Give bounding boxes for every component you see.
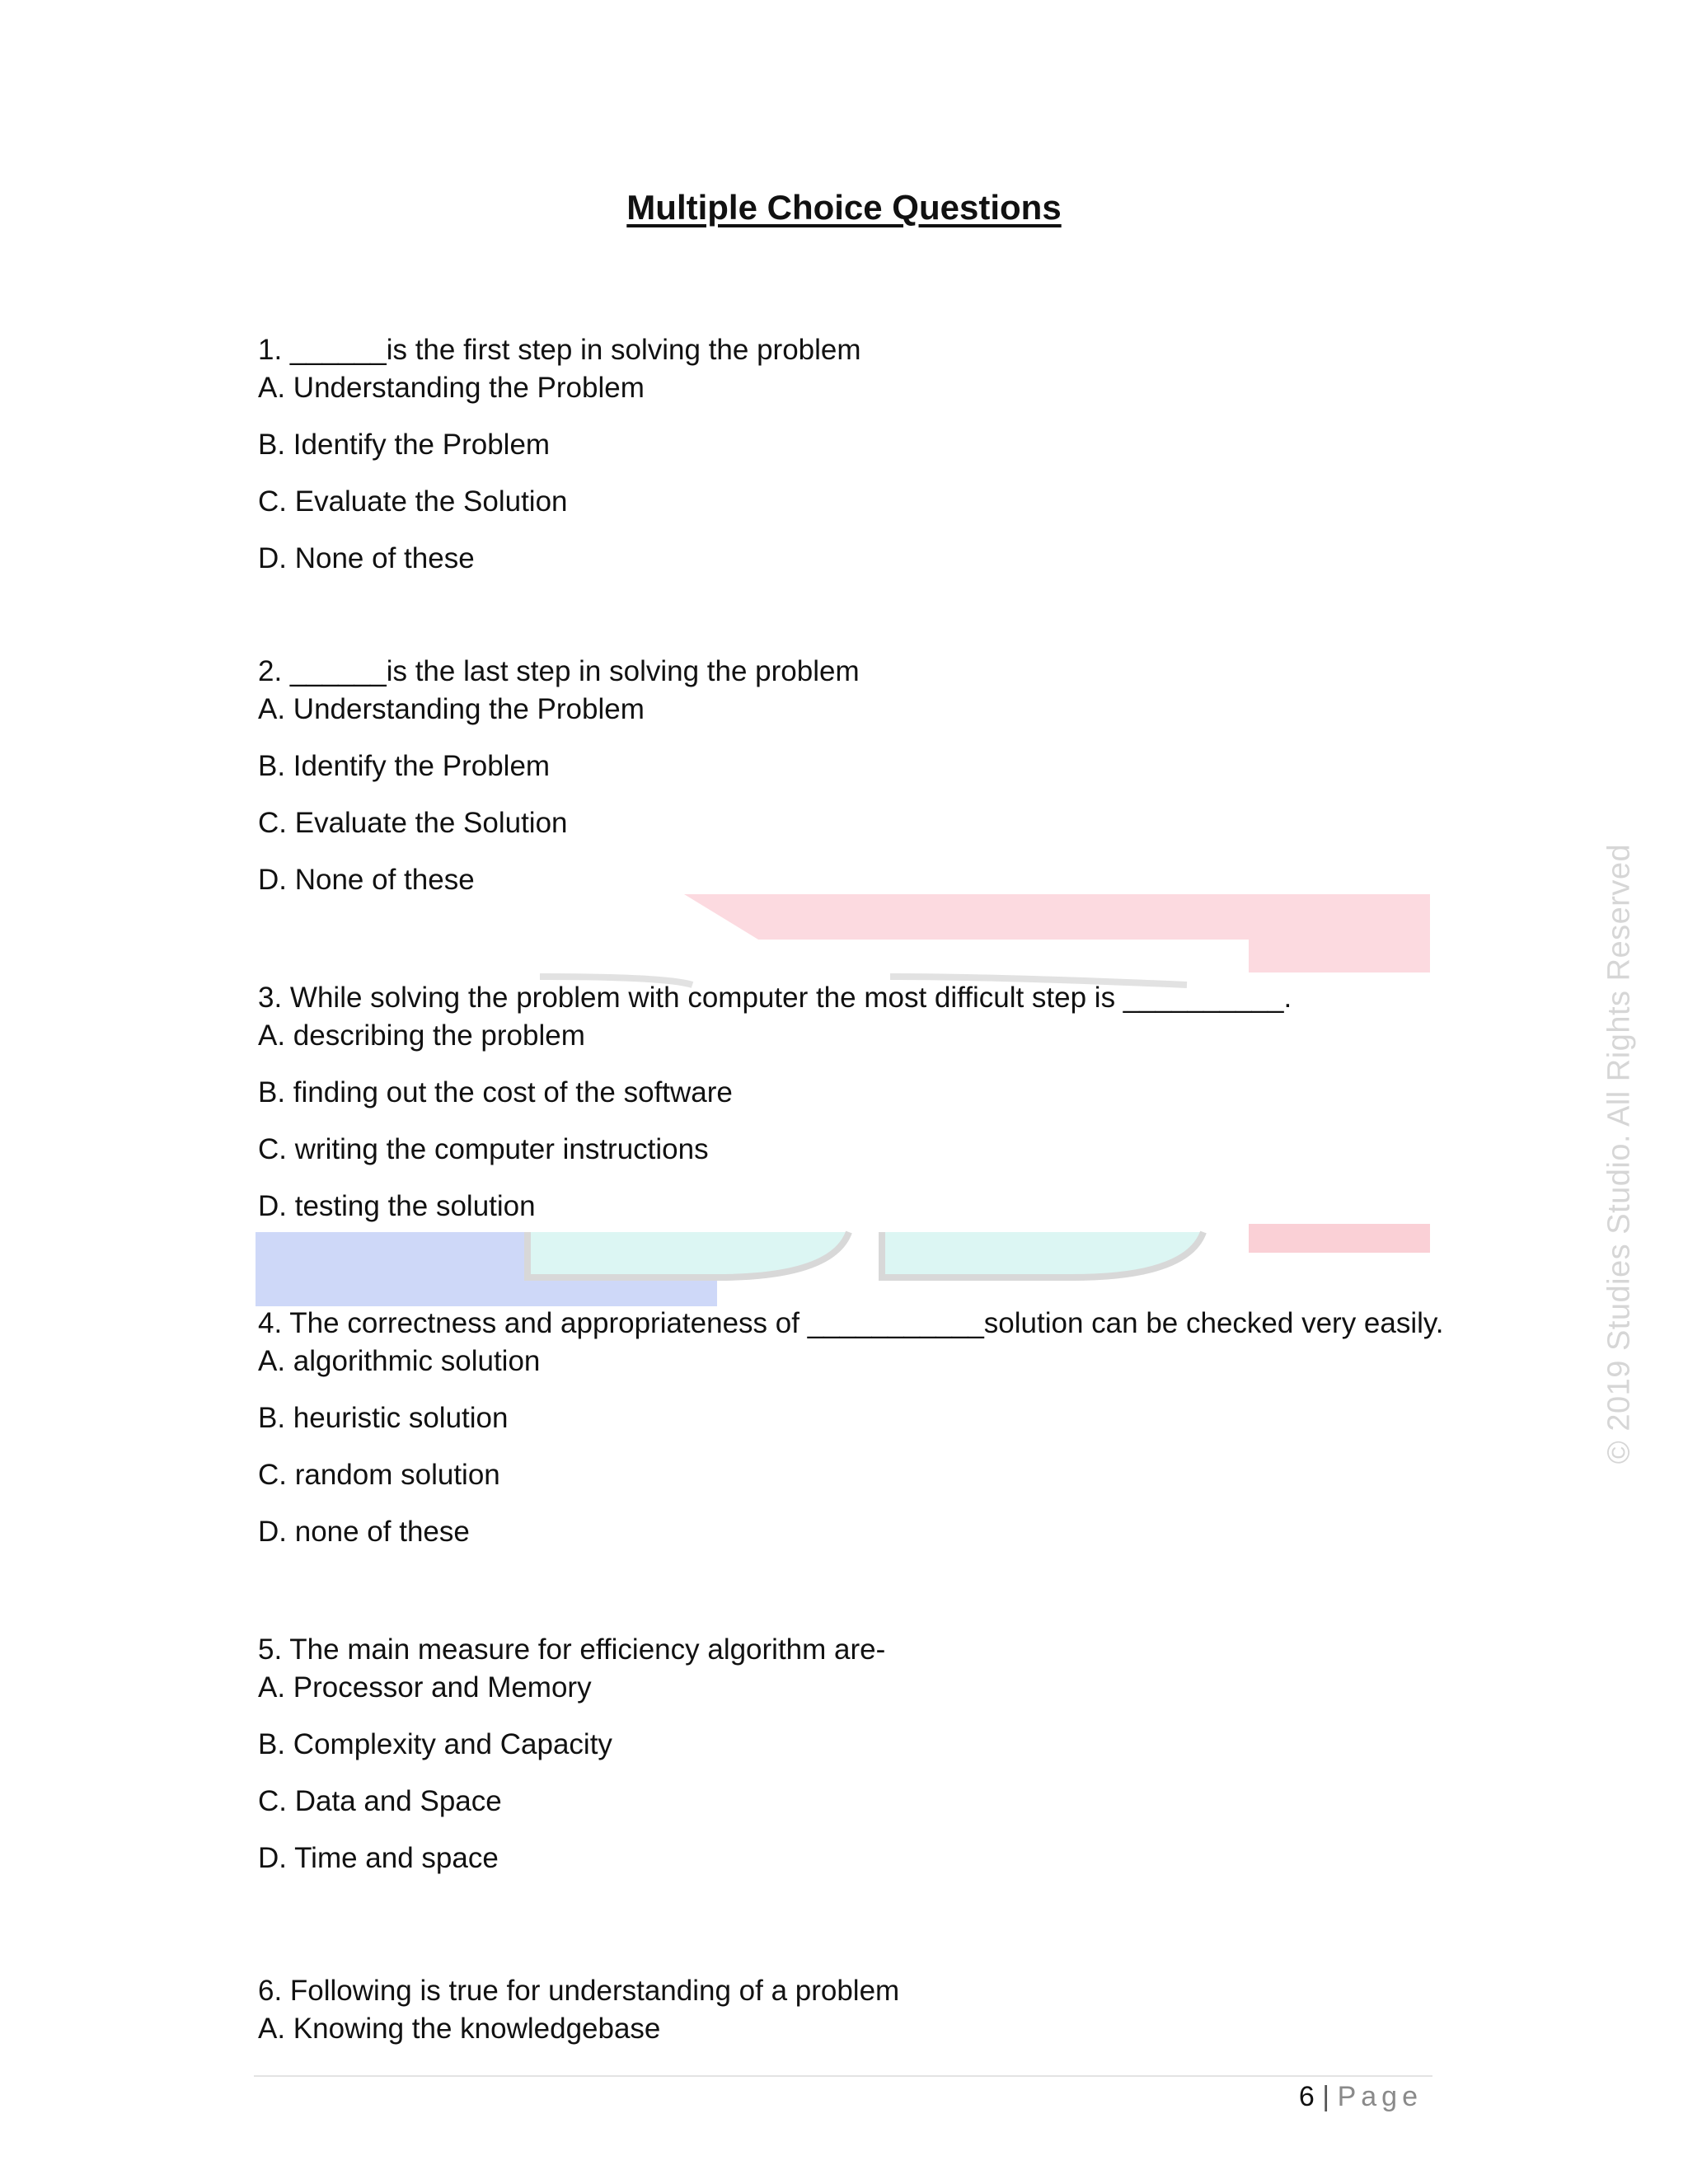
option-c: C. Evaluate the Solution	[258, 485, 568, 518]
option-b: B. finding out the cost of the software	[258, 1076, 733, 1108]
question-text: 4. The correctness and appropriateness of ___________solution can be checked very easily.	[258, 1307, 1444, 1339]
option-b: B. Identify the Problem	[258, 750, 551, 782]
question-text: 6. Following is true for understanding of a problem	[258, 1975, 900, 2007]
question-2	[258, 653, 1445, 918]
option-b: B. Complexity and Capacity	[258, 1728, 612, 1760]
page-footer	[1299, 2081, 1423, 2113]
footer-separator: |	[1322, 2081, 1330, 2112]
option-b: B. heuristic solution	[258, 1402, 509, 1434]
option-c: C. writing the computer instructions	[258, 1133, 709, 1165]
page-title: Multiple Choice Questions	[626, 188, 1062, 227]
option-d: D. None of these	[258, 864, 475, 896]
copyright-watermark: © 2019 Studies Studio. All Rights Reserved	[1601, 843, 1637, 1465]
option-b: B. Identify the Problem	[258, 429, 551, 461]
option-a: A. algorithmic solution	[258, 1345, 541, 1377]
question-text: 1. ______is the first step in solving the problem	[258, 334, 861, 366]
option-c: C. Data and Space	[258, 1785, 502, 1817]
option-a: A. Processor and Memory	[258, 1671, 592, 1704]
option-d: D. testing the solution	[258, 1190, 536, 1222]
option-a: A. Knowing the knowledgebase	[258, 2013, 661, 2045]
page-label: Page	[1337, 2081, 1423, 2112]
question-5	[258, 1631, 1445, 1896]
question-6	[258, 1972, 1445, 2067]
option-a: A. describing the problem	[258, 1019, 585, 1052]
question-1	[258, 331, 1445, 597]
option-a: A. Understanding the Problem	[258, 693, 645, 725]
question-3	[258, 979, 1445, 1244]
footer-divider	[254, 2075, 1432, 2077]
option-d: D. none of these	[258, 1516, 470, 1548]
option-d: D. Time and space	[258, 1842, 499, 1874]
option-c: C. random solution	[258, 1459, 500, 1491]
question-text: 3. While solving the problem with computer the most difficult step is __________.	[258, 982, 1292, 1014]
option-d: D. None of these	[258, 542, 475, 574]
option-c: C. Evaluate the Solution	[258, 807, 568, 839]
question-text: 5. The main measure for efficiency algorithm are-	[258, 1633, 886, 1666]
question-text: 2. ______is the last step in solving the problem	[258, 655, 860, 687]
option-a: A. Understanding the Problem	[258, 372, 645, 404]
page-number: 6	[1298, 2081, 1315, 2112]
question-4	[258, 1305, 1445, 1570]
